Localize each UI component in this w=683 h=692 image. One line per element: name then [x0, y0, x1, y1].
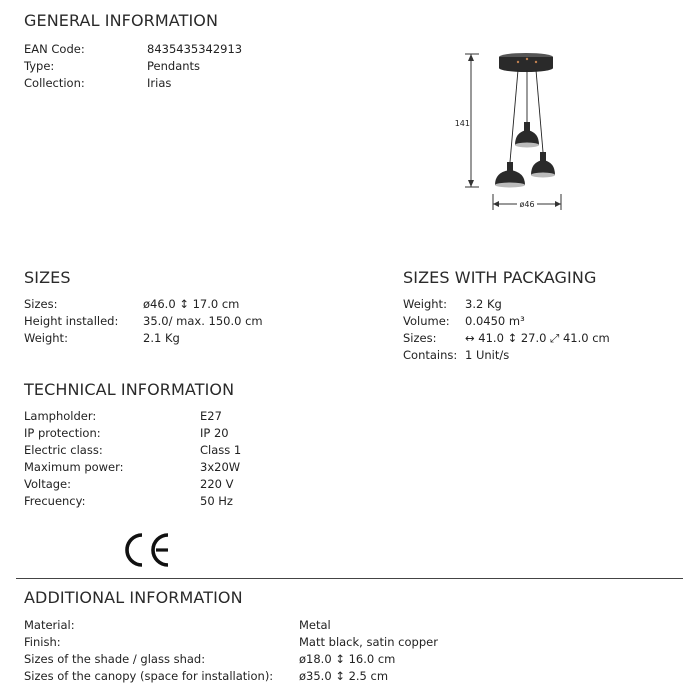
pack-sizes-label: Sizes:	[403, 331, 437, 345]
voltage-label: Voltage:	[24, 477, 72, 491]
height-installed-label: Height installed:	[24, 314, 119, 328]
weight-value: 2.1 Kg	[143, 331, 180, 345]
pendant-lamp-drawing	[455, 44, 575, 214]
shade-size-value: ø18.0 ↕ 16.0 cm	[299, 652, 396, 666]
height-label: 141	[455, 119, 470, 128]
packaging-heading: SIZES WITH PACKAGING	[403, 268, 597, 287]
pack-sizes-value: ↔ 41.0 ↕ 27.0 ⤢ 41.0 cm	[465, 331, 610, 345]
max-power-value: 3x20W	[200, 460, 241, 474]
pack-contains-label: Contains:	[403, 348, 458, 362]
electric-class-value: Class 1	[200, 443, 242, 457]
sizes-heading: SIZES	[24, 268, 71, 287]
weight-label: Weight:	[24, 331, 68, 345]
lampholder-value: E27	[200, 409, 222, 423]
shade-middle	[515, 122, 539, 148]
technical-heading: TECHNICAL INFORMATION	[24, 380, 235, 399]
frequency-value: 50 Hz	[200, 494, 233, 508]
width-label: ø46	[519, 200, 535, 209]
lampholder-label: Lampholder:	[24, 409, 97, 423]
type-value: Pendants	[147, 59, 201, 73]
voltage-value: 220 V	[200, 477, 234, 491]
ce-mark-icon	[123, 530, 173, 570]
pack-contains-value: 1 Unit/s	[465, 348, 510, 362]
height-installed-value: 35.0/ max. 150.0 cm	[143, 314, 263, 328]
ean-label: EAN Code:	[24, 42, 85, 56]
finish-label: Finish:	[24, 635, 61, 649]
finish-value: Matt black, satin copper	[299, 635, 438, 649]
material-value: Metal	[299, 618, 331, 632]
general-info-heading: GENERAL INFORMATION	[24, 11, 219, 30]
section-divider	[16, 578, 683, 579]
max-power-label: Maximum power:	[24, 460, 124, 474]
ean-value: 8435435342913	[147, 42, 243, 56]
pack-weight-value: 3.2 Kg	[465, 297, 502, 311]
electric-class-label: Electric class:	[24, 443, 103, 457]
canopy-size-label: Sizes of the canopy (space for installation):	[24, 669, 274, 683]
material-label: Material:	[24, 618, 75, 632]
type-label: Type:	[24, 59, 55, 73]
shade-size-label: Sizes of the shade / glass shad:	[24, 652, 206, 666]
frequency-label: Frecuency:	[24, 494, 86, 508]
canopy-size-value: ø35.0 ↕ 2.5 cm	[299, 669, 389, 683]
pack-volume-value: 0.0450 m³	[465, 314, 525, 328]
collection-value: Irias	[147, 76, 172, 90]
collection-label: Collection:	[24, 76, 85, 90]
sizes-label: Sizes:	[24, 297, 58, 311]
ip-value: IP 20	[200, 426, 229, 440]
additional-heading: ADDITIONAL INFORMATION	[24, 588, 243, 607]
shade-right	[531, 152, 555, 178]
ip-label: IP protection:	[24, 426, 101, 440]
pack-weight-label: Weight:	[403, 297, 447, 311]
sizes-value: ø46.0 ↕ 17.0 cm	[143, 297, 240, 311]
shade-left	[495, 162, 525, 188]
pack-volume-label: Volume:	[403, 314, 450, 328]
